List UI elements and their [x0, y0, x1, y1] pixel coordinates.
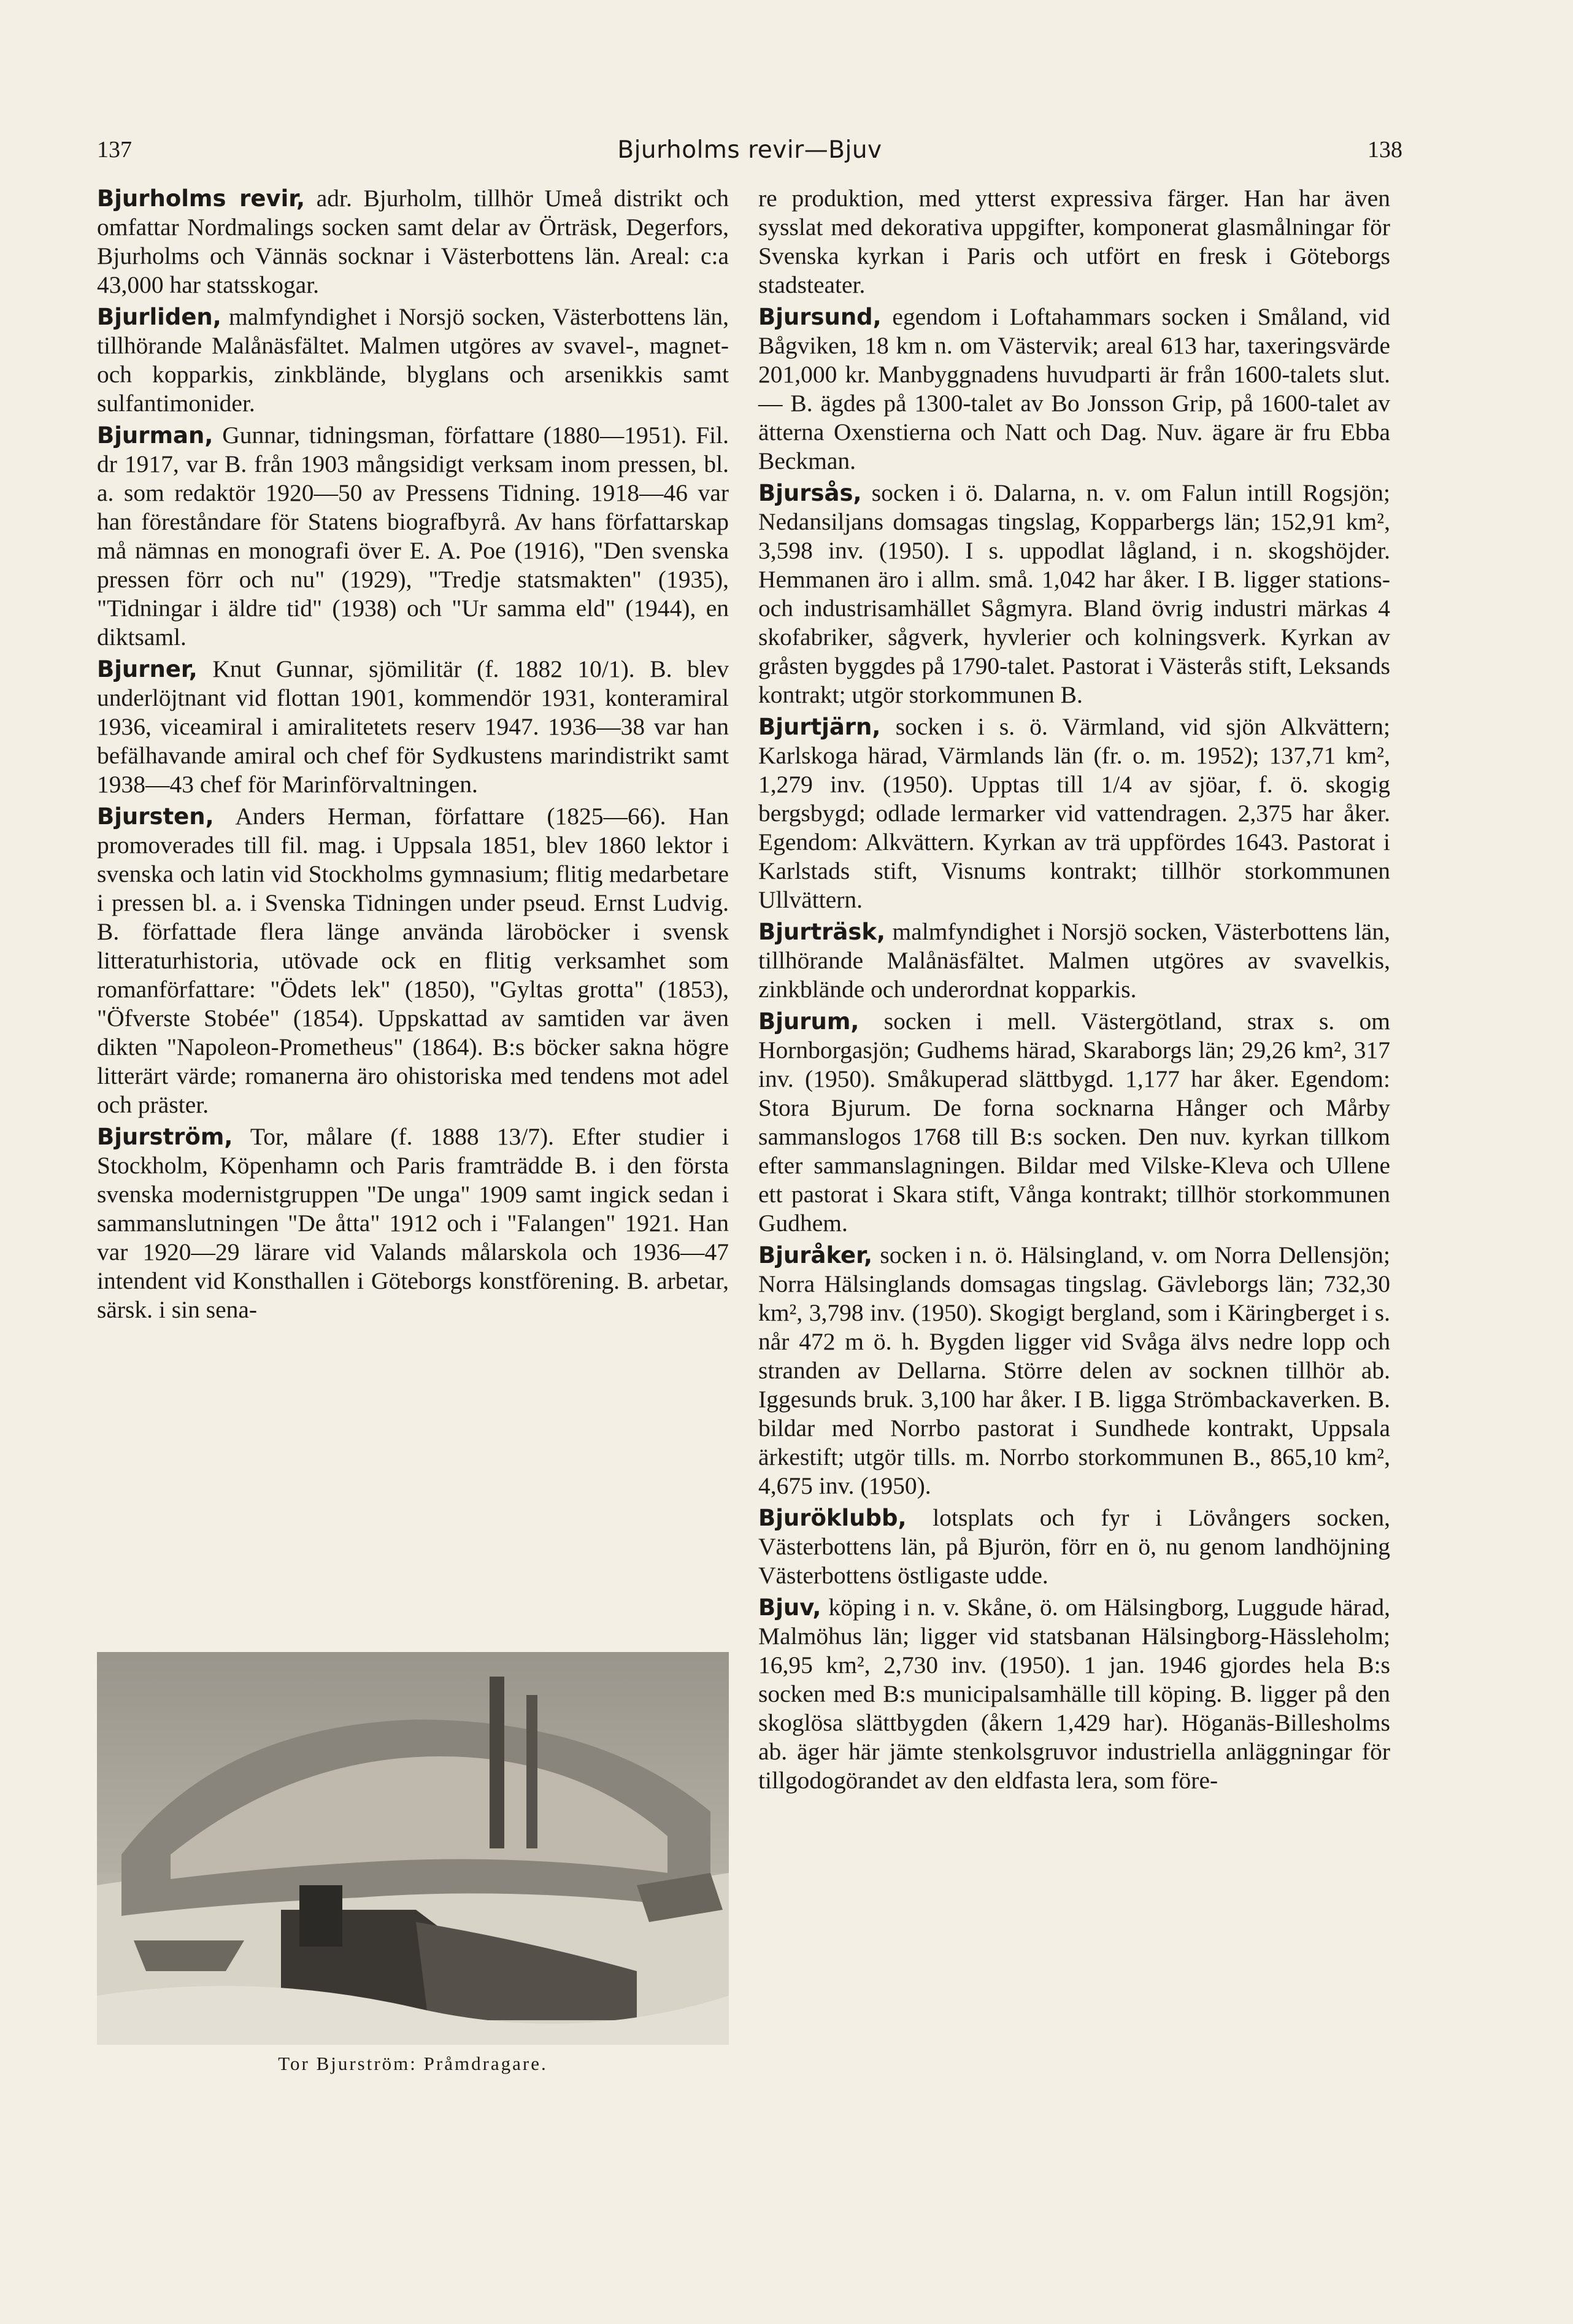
- entry-text: socken i ö. Dalarna, n. v. om Falun intill Rogsjön; Nedansiljans domsagas tingslag, Kopparbergs län; 152,91 km², 3,598 inv. (1950). I s. uppodlat lågland, i n. skogshöjder. Hemmanen äro i allm. små. 1,042 har åker. I B. ligger stations- och industrisamhället Sågmyra. Bland övrig industri märkas 4 skofabriker, sågverk, hyvlerier och kolningsverk. Kyrkan av gråsten byggdes på 1790-talet. Pastorat i Västerås stift, Leksands kontrakt; utgör storkommunen B.: [758, 479, 1390, 708]
- entry: [758, 1593, 1390, 1795]
- running-title: Bjurholms revir—Bjuv: [617, 136, 882, 164]
- entry-text: malmfyndighet i Norsjö socken, Västerbottens län, tillhörande Malånäsfältet. Malmen utgöres av svavel-, magnet- och kopparkis, zinkblände, blyglans och arsenikkis samt sulfantimonider.: [97, 303, 729, 417]
- entry: [758, 1504, 1390, 1590]
- entry-text: socken i mell. Västergötland, strax s. om Hornborgasjön; Gudhems härad, Skaraborgs län; 29,26 km², 317 inv. (1950). Småkuperad slättbygd. 1,177 har åker. Egendom: Stora Bjurum. De forna socknarna Hånger och Mårby sammanslogos 1768 till B:s socken. Den nuv. kyrkan tillkom efter sammanslagningen. Bildar med Vilske-Kleva och Ullene ett pastorat i Skara stift, Vånga kontrakt; tillhör storkommunen Gudhem.: [758, 1008, 1390, 1237]
- entry-headword: Bjurholms revir,: [97, 185, 306, 212]
- entry: [97, 303, 729, 418]
- entry-headword: Bjurtjärn,: [758, 714, 881, 740]
- entry-headword: Bjuråker,: [758, 1242, 873, 1268]
- entry-headword: Bjurum,: [758, 1008, 860, 1035]
- entry-headword: Bjurner,: [97, 656, 198, 682]
- entry-headword: Bjuv,: [758, 1594, 821, 1621]
- entry-text: adr. Bjurholm, tillhör Umeå distrikt och omfattar Nordmalings socken samt delar av Örträsk, Degerfors, Bjurholms och Vännäs socknar i Västerbottens län. Areal: c:a 43,000 har statsskogar.: [97, 185, 729, 298]
- entry: [97, 1122, 729, 1324]
- page-number-left: 137: [97, 137, 132, 163]
- entry-text: socken i s. ö. Värmland, vid sjön Alkvättern; Karlskoga härad, Värmlands län (fr. o. m. 1952); 137,71 km², 1,279 inv. (1950). Upptas till 1/4 av sjöar, f. ö. skogig bergsbygd; odlade lermarker vid vattendragen. 2,375 har åker. Egendom: Alkvättern. Kyrkan av trä uppfördes 1643. Pastorat i Karlstads stift, Visnums kontrakt; tillhör storkommunen Ullvättern.: [758, 713, 1390, 913]
- entry: [97, 184, 729, 299]
- entry-text: re produktion, med ytterst expressiva färger. Han har även sysslat med dekorativa uppgifter, komponerat glasmålningar för Svenska kyrkan i Paris och utfört en fresk i Göteborgs stadsteater.: [758, 185, 1390, 298]
- entry-text: socken i n. ö. Hälsingland, v. om Norra Dellensjön; Norra Hälsinglands domsagas tingslag. Gävleborgs län; 732,30 km², 3,798 inv. (1950). Skogigt bergland, som i Käringberget i s. når 472 m ö. h. Bygden ligger vid Svåga älvs nedre lopp och stranden av Dellarna. Större delen av socknen tillhör ab. Iggesunds bruk. 3,100 har åker. I B. ligga Strömbackaverken. B. bildar med Norrbo pastorat i Sundhede kontrakt, Uppsala ärkestift; utgör tills. m. Norrbo storkommunen B., 865,10 km², 4,675 inv. (1950).: [758, 1241, 1390, 1499]
- entry-headword: Bjuröklubb,: [758, 1505, 907, 1531]
- entry: [758, 1007, 1390, 1238]
- entry-text: Gunnar, tidningsman, författare (1880—1951). Fil. dr 1917, var B. från 1903 mångsidigt verksam inom pressen, bl. a. som redaktör 1920—50 av Pressens Tidning. 1918—46 var han föreståndare för Statens biografbyrå. Av hans författarskap må nämnas en monografi över E. A. Poe (1916), "Den svenska pressen förr och nu" (1929), "Tredje statsmakten" (1935), "Tidningar i äldre tid" (1938) och "Ur samma eld" (1944), en diktsaml.: [97, 422, 729, 650]
- entry: [758, 303, 1390, 476]
- page-header: [97, 136, 1402, 179]
- painting-image: [97, 1652, 729, 2045]
- entry: [758, 917, 1390, 1004]
- entry-headword: Bjurström,: [97, 1124, 233, 1150]
- entry-headword: Bjursten,: [97, 803, 214, 830]
- entry-text: köping i n. v. Skåne, ö. om Hälsingborg, Luggude härad, Malmöhus län; ligger vid statsbanan Hälsingborg-Hässleholm; 16,95 km², 2,730 inv. (1950). 1 jan. 1946 gjordes hela B:s socken med B:s municipalsamhälle till köping. B. ligger på den skoglösa slättbygden (åkern 1,429 har). Höganäs-Billesholms ab. äger här jämte stenkolsgruvor industriella anläggningar för tillgodogörandet av den eldfasta lera, som före-: [758, 1594, 1390, 1794]
- entry: [97, 655, 729, 799]
- figure-caption: Tor Bjurström: Pråmdragare.: [278, 2053, 548, 2074]
- entry-text: lotsplats och fyr i Lövångers socken, Västerbottens län, på Bjurön, förr en ö, nu genom landhöjning Västerbottens östligaste udde.: [758, 1504, 1390, 1589]
- right-column: [758, 184, 1390, 1798]
- entry-text: Knut Gunnar, sjömilitär (f. 1882 10/1). B. blev underlöjtnant vid flottan 1901, kommendör 1931, konteramiral 1936, viceamiral i amiralitetets reserv 1947. 1936—38 var han befälhavande amiral och chef för Sydkustens marindistrikt samt 1938—43 chef för Marinförvaltningen.: [97, 655, 729, 798]
- entry-headword: Bjurträsk,: [758, 919, 886, 945]
- entry-text: Tor, målare (f. 1888 13/7). Efter studier i Stockholm, Köpenhamn och Paris framträdde B. i den första svenska modernistgruppen "De unga" 1909 samt ingick sedan i sammanslutningen "De åtta" 1912 och i "Falangen" 1921. Han var 1920—29 lärare vid Valands målarskola och 1936—47 intendent vid Konsthallen i Göteborgs konstförening. B. arbetar, särsk. i sin sena-: [97, 1123, 729, 1323]
- entry-text: egendom i Loftahammars socken i Småland, vid Bågviken, 18 km n. om Västervik; areal 613 har, taxeringsvärde 201,000 kr. Manbyggnadens huvudparti är från 1600-talets slut. — B. ägdes på 1300-talet av Bo Jonsson Grip, på 1600-talet av ätterna Oxenstierna och Natt och Dag. Nuv. ägare är fru Ebba Beckman.: [758, 303, 1390, 474]
- entry: [758, 712, 1390, 914]
- page-number-right: 138: [1367, 137, 1402, 163]
- painting-illustration: [97, 1652, 729, 2045]
- entry-text: malmfyndighet i Norsjö socken, Västerbottens län, tillhörande Malånäsfältet. Malmen utgöres av svavelkis, zinkblände och underordnat kopparkis.: [758, 918, 1390, 1003]
- entry-headword: Bjurliden,: [97, 304, 221, 330]
- entry-text: Anders Herman, författare (1825—66). Han promoverades till fil. mag. i Uppsala 1851, blev 1860 lektor i svenska och latin vid Stockholms gymnasium; flitig medarbetare i pressen bl. a. i Svenska Tidningen under pseud. Ernst Ludvig. B. författade flera länge använda läroböcker i svensk litteraturhistoria, utövade ock en flitig verksamhet som romanförfattare: "Ödets lek" (1850), "Gyltas grotta" (1853), "Öfverste Stobée" (1854). Uppskattad av samtiden var även dikten "Napoleon-Prometheus" (1864). B:s böcker sakna högre litterärt värde; romanerna äro ohistoriska med tendens mot adel och präster.: [97, 803, 729, 1118]
- entry-headword: Bjursund,: [758, 304, 882, 330]
- entry: [758, 1241, 1390, 1500]
- entry-headword: Bjurman,: [97, 422, 213, 449]
- entry: [758, 184, 1390, 299]
- entry-headword: Bjursås,: [758, 480, 862, 506]
- entry: [97, 421, 729, 652]
- entry: [758, 479, 1390, 709]
- entry: [97, 802, 729, 1119]
- left-column: [97, 184, 729, 1327]
